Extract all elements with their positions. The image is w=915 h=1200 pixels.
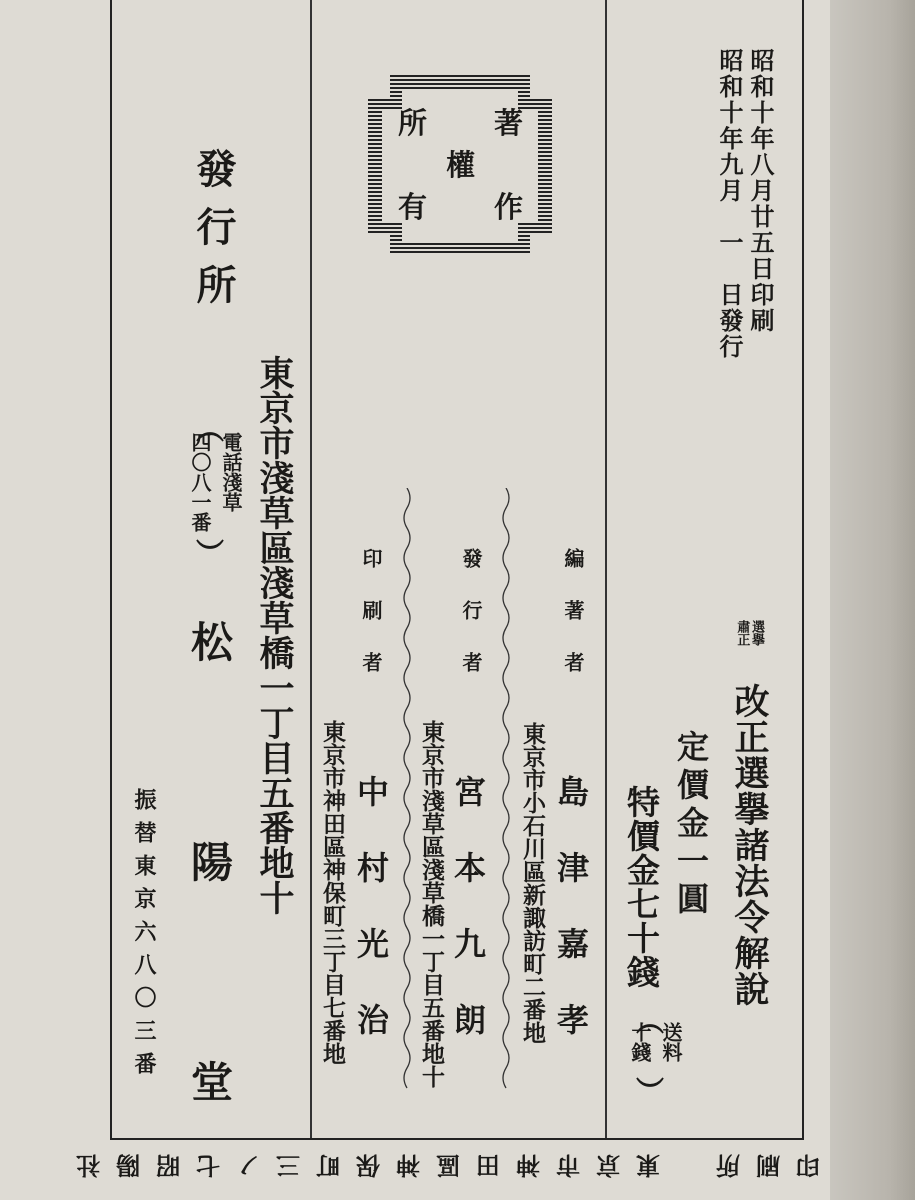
column-divider-left [310,0,312,1138]
postage-note: ︵ 送料 十錢 ︶ [628,1005,683,1108]
stamp-char-1: 著 [494,106,524,140]
printer-name: 中 村 光 治 [352,775,390,1041]
publishing-house-phone: ︵ 電話淺草 四〇八一番 ︶ [188,413,243,570]
book-title: 改正選擧諸法令解說 [729,683,770,1007]
print-date: 昭和十年八月廿五日印刷 [746,48,775,334]
page-edge-shadow [830,0,915,1200]
copyright-stamp [368,75,552,255]
stamp-char-5: 有 [398,190,428,224]
title-prefix: 選擧 肅正 [734,620,764,646]
printer-address: 東京市神田區神保町三丁目七番地 [319,720,346,1065]
printer-footer: 印刷所 東京市神田區神保町三ノ七昭陽社 [60,1151,820,1180]
editor-address: 東京市小石川區新諏訪町二番地 [519,722,546,1044]
issue-date: 昭和十年九月 一 日發行 [715,48,744,360]
transfer-account: 振替東京六八〇三番 [131,788,157,1085]
wavy-rule-right [500,488,512,1093]
stamp-char-2: 作 [494,190,524,224]
column-divider-right [605,0,607,1138]
publisher-role: 發 行 者 [459,548,483,676]
publisher-address: 東京市淺草區淺草橋一丁目五番地十 [418,720,445,1088]
publishing-house-label: 發行所 [190,148,237,322]
stamp-char-3: 權 [446,148,476,182]
list-price: 定價金一圓 [672,730,710,920]
editor-role: 編 著 者 [561,548,585,676]
printer-role: 印 刷 者 [359,548,383,676]
editor-name: 島 津 嘉 孝 [552,775,590,1041]
publisher-name: 宮 本 九 朗 [449,775,487,1041]
stamp-char-4: 所 [398,106,428,140]
publishing-house-address: 東京市淺草區淺草橋一丁目五番地十 [254,355,295,915]
special-price: 特價金七十錢 [622,785,661,989]
wavy-rule-left [401,488,413,1093]
publishing-house-name: 松 陽 堂 [185,620,234,1170]
